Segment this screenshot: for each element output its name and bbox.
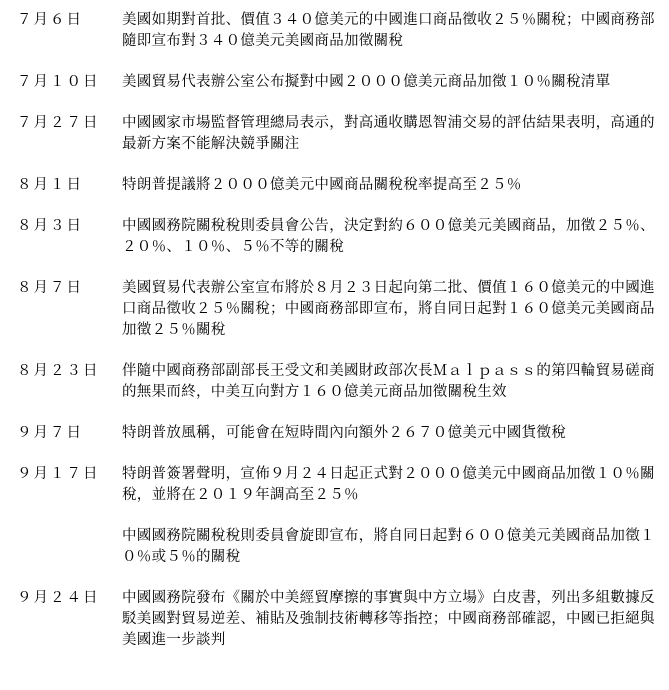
entry-text: 中國國務院關稅稅則委員會旋即宣布，將自同日起對６００億美元美國商品加徵１０％或５％的關稅 [122,528,655,565]
entry-date: ８月３日 [17,218,83,234]
entry-date: ９月７日 [17,425,83,441]
timeline-entry [0,423,669,444]
entry-date: ８月１日 [17,177,83,193]
entry-text: 特朗普放風稱，可能會在短時間內向額外２６７０億美元中國貨徵稅 [122,425,566,441]
timeline-entry [0,175,669,196]
entry-text: 特朗普提議將２０００億美元中國商品關稅稅率提高至２５％ [122,177,522,193]
entry-text: 美國貿易代表辦公室宣布將於８月２３日起向第二批、價值１６０億美元的中國進口商品徵收２５％關稅；中國商務部即宣布，將自同日起對１６０億美元美國商品加徵２５％關稅 [122,280,655,338]
entry-text: 中國國家市場監督管理總局表示，對高通收購恩智浦交易的評估結果表明，高通的最新方案不能解決競爭關注 [122,115,655,152]
entry-text: 特朗普簽署聲明，宣佈９月２４日起正式對２０００億美元中國商品加徵１０％關稅，並將在２０１９年調高至２５％ [122,466,655,503]
timeline-entry [0,10,669,52]
timeline-entry [0,464,669,506]
entry-date: ７月１０日 [17,74,100,90]
entry-date: ８月７日 [17,280,83,296]
timeline-entry [0,588,669,651]
entry-date: ８月２３日 [17,363,100,379]
timeline-entry [0,361,669,403]
timeline-entry [0,72,669,93]
entry-date: ９月１７日 [17,466,100,482]
entry-text: 美國貿易代表辦公室公布擬對中國２０００億美元商品加徵１０％關稅清單 [122,74,611,90]
entry-date: ９月２４日 [17,590,100,606]
timeline-entry [0,278,669,341]
timeline-entry [0,113,669,155]
timeline-entry [0,216,669,258]
entry-text: 中國國務院發布《關於中美經貿摩擦的事實與中方立場》白皮書，列出多組數據反駁美國對貿易逆差、補貼及強制技術轉移等指控；中國商務部確認，中國已拒絕與美國進一步談判 [122,590,655,648]
entry-date: ７月６日 [17,12,83,28]
entry-text: 美國如期對首批、價值３４０億美元的中國進口商品徵收２５％關稅；中國商務部隨即宣布對３４０億美元美國商品加徵關稅 [122,12,655,49]
timeline-entry [0,526,669,568]
entry-text: 伴隨中國商務部副部長王受文和美國財政部次長Ｍａｌｐａｓｓ的第四輪貿易磋商的無果而終，中美互向對方１６０億美元商品加徵關稅生效 [122,363,655,400]
entry-text: 中國國務院關稅稅則委員會公告，決定對約６００億美元美國商品，加徵２５％、２０％、１０％、５％不等的關稅 [122,218,655,255]
entry-date: ７月２７日 [17,115,100,131]
